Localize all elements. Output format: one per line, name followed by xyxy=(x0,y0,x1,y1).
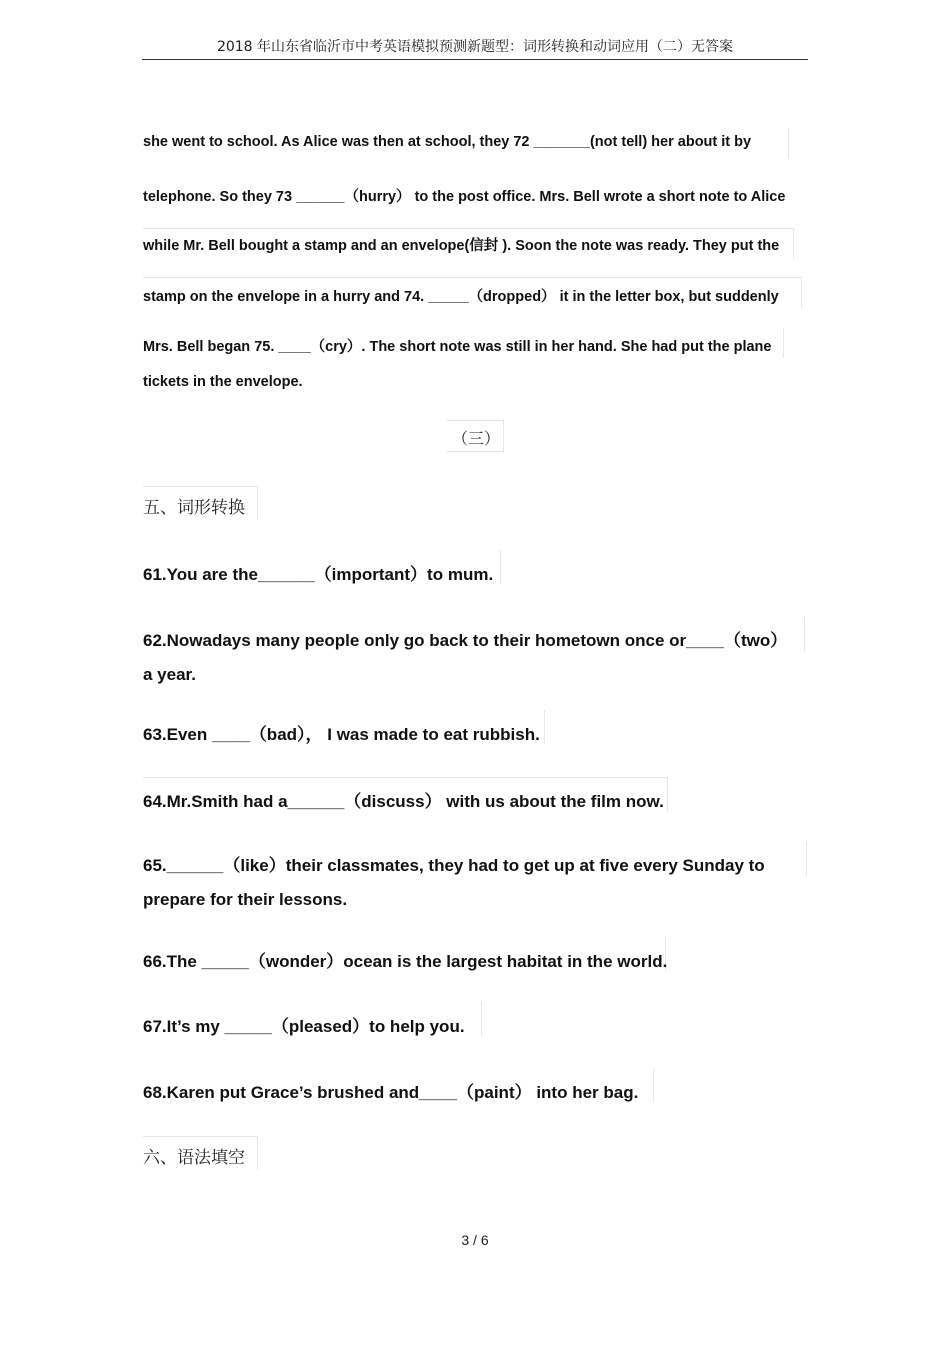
question-63: 63.Even ____（bad）， I was made to eat rubbish. xyxy=(143,725,540,744)
section-3-label: （三） xyxy=(452,429,501,448)
passage-line: she went to school. As Alice was then at school, they 72 _______(not tell) her about it by xyxy=(143,134,752,150)
passage-line: tickets in the envelope. xyxy=(143,374,303,390)
question-65-continued: prepare for their lessons. xyxy=(143,890,348,909)
question-62-continued: a year. xyxy=(143,665,196,684)
section-6-heading: 六、语法填空 xyxy=(143,1148,245,1168)
question-68: 68.Karen put Grace’s brushed and____（paint） into her bag. xyxy=(143,1083,639,1102)
question-61: 61.You are the______（important）to mum. xyxy=(143,565,494,584)
page-number: 3 / 6 xyxy=(461,1232,489,1248)
passage-line: Mrs. Bell began 75. ____（cry）. The short note was still in her hand. She had put the plane xyxy=(143,339,772,355)
question-64: 64.Mr.Smith had a______（discuss） with us about the film now. xyxy=(143,792,664,811)
header-rule xyxy=(142,59,808,60)
passage-line: telephone. So they 73 ______（hurry） to the post office. Mrs. Bell wrote a short note to Alice xyxy=(143,189,786,205)
question-67: 67.It’s my _____（pleased）to help you. xyxy=(143,1017,465,1036)
section-5-heading: 五、词形转换 xyxy=(143,498,245,518)
question-66: 66.The _____（wonder）ocean is the largest habitat in the world. xyxy=(143,952,668,971)
question-65: 65.______（like）their classmates, they had to get up at five every Sunday to xyxy=(143,856,765,875)
question-62: 62.Nowadays many people only go back to their hometown once or____（two） xyxy=(143,631,788,650)
passage-line: while Mr. Bell bought a stamp and an envelope(信封 ). Soon the note was ready. They put the xyxy=(143,238,780,254)
passage-line: stamp on the envelope in a hurry and 74. _____（dropped） it in the letter box, but suddenly xyxy=(143,289,779,305)
page-header: 2018 年山东省临沂市中考英语模拟预测新题型：词形转换和动词应用（二）无答案 xyxy=(216,39,734,55)
